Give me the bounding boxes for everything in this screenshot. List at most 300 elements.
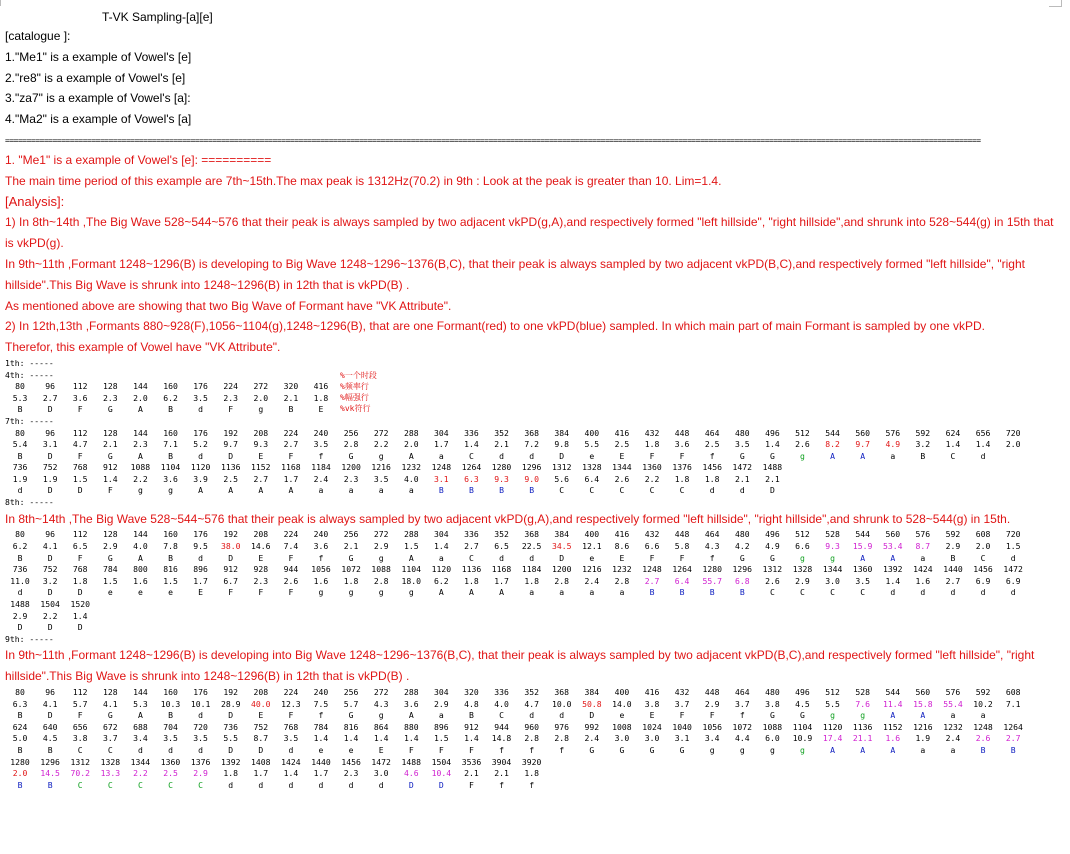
vkpd-cell: d — [198, 450, 204, 461]
vkpd-cell: D — [47, 404, 53, 415]
vkpd-cell: E — [649, 710, 655, 721]
vkpd-cell: G — [107, 450, 113, 461]
vkpd-cell: F — [649, 552, 655, 563]
vkpd-cell: B — [709, 587, 715, 598]
vkpd-cell: B — [469, 485, 474, 496]
frequency-cell: 528 — [855, 687, 870, 697]
vkpd-cell: e — [348, 744, 354, 755]
frequency-cell: 1264 — [672, 564, 692, 575]
frequency-cell: 240 — [313, 687, 329, 697]
amplitude-cell: 1.4 — [885, 575, 901, 586]
vkpd-cell: e — [589, 552, 595, 563]
frequency-cell: 1264 — [461, 462, 482, 473]
amplitude-cell: 2.3 — [223, 392, 239, 403]
amplitude-cell: 8.7 — [915, 541, 931, 552]
frequency-cell: 320 — [464, 687, 479, 697]
section-summary: The main time period of this example are 7th~15th.The max peak is 1312Hz(70.2) in 9th : Look at the peak is greater than 10. Lim=1.4. — [5, 173, 722, 188]
frequency-cell: 1392 — [883, 564, 903, 575]
frequency-cell: 320 — [283, 381, 299, 392]
frequency-cell: 1376 — [190, 756, 211, 767]
vkpd-cell: A — [860, 450, 866, 461]
amplitude-cell: 15.9 — [852, 541, 873, 552]
frequency-cell: 176 — [193, 381, 208, 392]
vkpd-cell: B — [288, 404, 294, 415]
frequency-cell: 576 — [885, 427, 901, 438]
amplitude-cell: 3.4 — [133, 733, 148, 744]
frequency-cell: 224 — [283, 427, 299, 438]
amplitude-cell: 6.4 — [674, 575, 690, 586]
vkpd-cell: F — [679, 710, 685, 721]
frequency-cell: 208 — [253, 687, 269, 697]
frequency-cell: 192 — [223, 529, 239, 540]
amplitude-cell: 3.7 — [674, 698, 690, 709]
amplitude-cell: 2.4 — [945, 733, 961, 744]
amplitude-cell: 2.2 — [133, 768, 148, 779]
frequency-cell: 1248 — [431, 462, 452, 473]
vkpd-row — [5, 622, 1065, 634]
amplitude-cell: 9.3 — [253, 439, 269, 450]
frequency-cell: 96 — [45, 381, 56, 392]
vkpd-cell: g — [378, 552, 384, 563]
vkpd-cell: A — [408, 552, 414, 563]
vkpd-cell: B — [438, 485, 444, 496]
amplitude-cell: 3.9 — [193, 473, 208, 484]
vkpd-cell: C — [679, 485, 685, 496]
vkpd-cell: E — [318, 404, 324, 415]
vkpd-cell: g — [830, 552, 836, 563]
frequency-cell: 352 — [524, 687, 539, 697]
vkpd-cell: B — [17, 710, 23, 721]
amplitude-cell: 9.7 — [223, 439, 239, 450]
frequency-cell: 784 — [313, 721, 329, 732]
vkpd-cell: B — [168, 710, 173, 721]
catalogue-item: 4."Ma2" is a example of Vowel's [a] — [5, 112, 192, 127]
frequency-row — [5, 529, 1065, 541]
vkpd-cell: d — [1010, 552, 1016, 563]
amplitude-cell: 10.3 — [160, 698, 181, 709]
frequency-cell: 1360 — [852, 564, 873, 575]
frequency-cell: 144 — [133, 381, 148, 392]
frequency-cell: 736 — [12, 564, 28, 575]
frequency-cell: 1488 — [762, 462, 783, 473]
frequency-cell: 512 — [795, 529, 810, 540]
vkpd-row — [5, 780, 1065, 792]
frequency-cell: 416 — [614, 427, 630, 438]
amplitude-cell: 2.1 — [283, 392, 299, 403]
vkpd-cell: E — [619, 450, 625, 461]
vkpd-cell: F — [288, 710, 294, 721]
vkpd-cell: a — [890, 450, 896, 461]
vkpd-cell: A — [830, 744, 836, 755]
amplitude-cell: 4.0 — [133, 541, 148, 552]
frequency-cell: 384 — [554, 529, 570, 540]
frequency-cell: 80 — [15, 381, 25, 392]
amplitude-cell: 2.1 — [494, 768, 509, 779]
vkpd-cell: G — [679, 744, 685, 755]
frequency-cell: 112 — [72, 427, 88, 438]
vkpd-cell: D — [228, 450, 234, 461]
vkpd-cell: d — [258, 779, 264, 790]
frequency-cell: 1056 — [311, 564, 331, 575]
frequency-cell: 368 — [524, 427, 539, 438]
vkpd-cell: g — [800, 450, 805, 461]
amplitude-cell: 5.6 — [554, 473, 570, 484]
frequency-row — [5, 564, 1065, 576]
amplitude-cell: 3.5 — [193, 392, 208, 403]
amplitude-cell: 34.5 — [551, 541, 572, 552]
amplitude-cell: 2.8 — [614, 575, 630, 586]
amplitude-cell: 6.4 — [584, 473, 600, 484]
frequency-cell: 192 — [223, 687, 239, 697]
frequency-cell: 1312 — [70, 756, 90, 767]
amplitude-cell: 10.4 — [431, 768, 452, 779]
amplitude-cell: 10.9 — [792, 733, 813, 744]
amplitude-cell: 1.5 — [103, 575, 118, 586]
vkpd-cell: G — [769, 710, 775, 721]
frequency-cell: 624 — [12, 721, 28, 732]
frequency-cell: 1440 — [311, 756, 331, 767]
vkpd-cell: B — [168, 450, 173, 461]
frequency-cell: 288 — [403, 687, 419, 697]
frequency-cell: 1424 — [281, 756, 301, 767]
frequency-cell: 1056 — [702, 721, 722, 732]
frequency-cell: 1376 — [672, 462, 692, 473]
frequency-cell: 464 — [704, 427, 720, 438]
frequency-cell: 560 — [915, 687, 931, 697]
vkpd-cell: D — [438, 779, 444, 790]
frequency-cell: 720 — [1005, 529, 1021, 540]
frequency-cell: 496 — [765, 529, 780, 540]
amplitude-cell: 11.0 — [10, 575, 30, 586]
frequency-cell: 1104 — [160, 462, 181, 473]
vkpd-cell: F — [469, 779, 474, 790]
frequency-cell: 560 — [885, 529, 901, 540]
frequency-cell: 144 — [133, 427, 148, 438]
amplitude-cell: 3.1 — [42, 439, 58, 450]
amplitude-cell: 9.0 — [524, 473, 539, 484]
separator: ================================================================================================================================================================================================================================== — [5, 135, 981, 145]
amplitude-cell: 15.8 — [913, 698, 933, 709]
vkpd-cell: C — [589, 485, 595, 496]
document-body — [5, 0, 1065, 791]
amplitude-cell: 6.9 — [975, 575, 991, 586]
vkpd-row — [5, 485, 1065, 497]
frequency-cell: 1328 — [100, 756, 121, 767]
vkpd-cell: g — [378, 710, 384, 721]
amplitude-cell: 1.5 — [403, 541, 419, 552]
frequency-cell: 880 — [403, 721, 419, 732]
amplitude-cell: 2.9 — [945, 541, 961, 552]
amplitude-cell: 22.5 — [521, 541, 542, 552]
frequency-cell: 96 — [45, 687, 56, 697]
vkpd-cell: B — [679, 587, 685, 598]
vkpd-cell: g — [378, 450, 384, 461]
vkpd-cell: D — [77, 587, 83, 598]
vkpd-cell: g — [318, 587, 324, 598]
vkpd-cell: G — [739, 552, 745, 563]
vkpd-cell: F — [649, 450, 655, 461]
amplitude-cell: 2.7 — [1005, 733, 1021, 744]
frame9-table — [5, 687, 1065, 791]
frequency-cell: 1296 — [521, 462, 542, 473]
vkpd-cell: G — [348, 552, 354, 563]
amplitude-cell: 9.3 — [825, 541, 840, 552]
amplitude-cell: 1.8 — [313, 392, 329, 403]
amplitude-cell: 2.8 — [343, 439, 359, 450]
frequency-cell: 784 — [103, 564, 118, 575]
vkpd-cell: E — [619, 552, 625, 563]
vkpd-cell: d — [198, 404, 204, 415]
frequency-cell: 944 — [494, 721, 509, 732]
vkpd-cell: A — [890, 710, 896, 721]
amplitude-cell: 1.8 — [72, 575, 88, 586]
amplitude-cell: 14.8 — [491, 733, 512, 744]
vkpd-cell: B — [469, 710, 474, 721]
vkpd-cell: a — [529, 587, 535, 598]
amplitude-cell: 4.1 — [42, 541, 58, 552]
amplitude-cell: 6.3 — [12, 698, 28, 709]
vkpd-cell: f — [499, 744, 504, 755]
amplitude-cell: 2.5 — [614, 439, 630, 450]
amplitude-cell: 2.3 — [343, 473, 359, 484]
amplitude-cell: 4.5 — [795, 698, 810, 709]
frequency-cell: 1248 — [973, 721, 993, 732]
vkpd-cell: B — [168, 404, 173, 415]
vkpd-cell: f — [529, 779, 535, 790]
vkpd-cell: a — [589, 587, 595, 598]
vkpd-cell: C — [198, 779, 204, 790]
frame-note: In 9th~11th ,Formant 1248~1296(B) is developing into Big Wave 1248~1296~1376(B,C), that their peak is always sampled by two adjacent vkPD(B,C),and respectively formed "left hillside", "right hillside".This Big Wave is shrunk into 1248~1296(B) in 12th that is vkPD(B) . — [5, 648, 1035, 684]
frequency-cell: 944 — [283, 564, 299, 575]
frequency-cell: 272 — [373, 529, 389, 540]
frequency-cell: 256 — [343, 687, 359, 697]
amplitude-cell: 2.0 — [12, 768, 28, 779]
frequency-cell: 896 — [193, 564, 208, 575]
amplitude-cell: 1.7 — [283, 473, 299, 484]
amplitude-cell: 1.4 — [464, 733, 479, 744]
analysis-paragraph: 1) In 8th~14th ,The Big Wave 528~544~576 that their peak is always sampled by two adjacent vkPD(g,A),and respectively formed "left hillside", "right hillside",and shrunk into 528~544(g) in 15th that is vkPD(g). — [5, 215, 1054, 251]
amplitude-cell: 6.0 — [765, 733, 780, 744]
vkpd-row — [5, 710, 1065, 722]
amplitude-cell: 2.6 — [614, 473, 630, 484]
vkpd-cell: D — [589, 710, 595, 721]
frequency-cell: 480 — [765, 687, 780, 697]
vkpd-cell: d — [228, 779, 234, 790]
frequency-row — [5, 687, 1065, 699]
amplitude-cell: 9.5 — [193, 541, 208, 552]
analysis-paragraph: Therefor, this example of Vowel have "VK Attribute". — [5, 340, 281, 355]
vkpd-cell: f — [499, 779, 504, 790]
vkpd-cell: d — [198, 744, 204, 755]
frequency-cell: 1072 — [732, 721, 753, 732]
frequency-cell: 3536 — [461, 756, 482, 767]
frequency-cell: 368 — [524, 529, 539, 540]
section-heading: 1. "Me1" is a example of Vowel's [e]: ========== — [5, 152, 272, 167]
amplitude-cell: 2.6 — [765, 575, 780, 586]
vkpd-cell: A — [860, 552, 866, 563]
amplitude-cell: 2.0 — [975, 541, 991, 552]
amplitude-cell: 5.5 — [825, 698, 840, 709]
amplitude-cell: 1.8 — [464, 575, 479, 586]
frequency-cell: 1424 — [913, 564, 933, 575]
amplitude-cell: 3.5 — [193, 733, 208, 744]
frequency-cell: 80 — [15, 687, 25, 697]
amplitude-cell: 40.0 — [251, 698, 271, 709]
frequency-cell: 496 — [765, 427, 780, 438]
amplitude-cell: 2.5 — [704, 439, 720, 450]
vkpd-cell: C — [469, 552, 474, 563]
frequency-cell: 336 — [464, 529, 479, 540]
vkpd-cell: d — [529, 710, 535, 721]
amplitude-cell: 1.8 — [704, 473, 720, 484]
vkpd-cell: D — [228, 710, 234, 721]
frequency-cell: 144 — [133, 687, 148, 697]
amplitude-cell: 1.4 — [403, 733, 419, 744]
vkpd-cell: G — [739, 450, 745, 461]
amplitude-cell: 2.1 — [103, 439, 118, 450]
amplitude-cell: 2.8 — [554, 575, 570, 586]
frequency-cell: 624 — [945, 427, 961, 438]
vkpd-cell: d — [499, 552, 504, 563]
frequency-cell: 1248 — [642, 564, 662, 575]
amplitude-cell: 2.3 — [343, 768, 359, 779]
vkpd-cell: d — [17, 587, 23, 598]
amplitude-cell: 3.6 — [163, 473, 178, 484]
amplitude-cell: 14.6 — [251, 541, 271, 552]
frequency-cell: 560 — [855, 427, 870, 438]
amplitude-cell: 2.7 — [42, 392, 58, 403]
vkpd-row — [5, 451, 1065, 463]
frequency-cell: 3920 — [521, 756, 542, 767]
frequency-cell: 1472 — [1003, 564, 1023, 575]
frequency-row — [5, 722, 1065, 734]
frequency-cell: 912 — [223, 564, 239, 575]
frequency-cell: 160 — [163, 381, 178, 392]
frequency-cell: 768 — [72, 462, 88, 473]
frequency-cell: 752 — [42, 564, 58, 575]
amplitude-cell: 7.8 — [163, 541, 178, 552]
vkpd-cell: g — [769, 744, 775, 755]
vkpd-cell: a — [408, 485, 414, 496]
amplitude-cell: 70.2 — [70, 768, 90, 779]
vkpd-cell: B — [17, 450, 23, 461]
frequency-cell: 1328 — [792, 564, 813, 575]
vkpd-cell: B — [649, 587, 655, 598]
amplitude-cell: 9.3 — [494, 473, 509, 484]
frequency-cell: 288 — [403, 529, 419, 540]
frequency-cell: 352 — [494, 427, 509, 438]
frequency-cell: 96 — [45, 427, 56, 438]
vkpd-cell: G — [107, 404, 113, 415]
frequency-cell: 256 — [343, 529, 359, 540]
frequency-cell: 160 — [163, 687, 178, 697]
frequency-cell: 112 — [72, 381, 88, 392]
amplitude-cell: 8.7 — [253, 733, 269, 744]
frequency-cell: 448 — [704, 687, 720, 697]
frequency-cell: 608 — [1005, 687, 1021, 697]
comment-line: %幅强行 — [340, 393, 369, 403]
amplitude-cell: 2.4 — [584, 733, 600, 744]
frequency-cell: 1168 — [281, 462, 301, 473]
amplitude-cell: 12.3 — [281, 698, 301, 709]
frequency-cell: 304 — [434, 687, 449, 697]
frequency-cell: 736 — [223, 721, 239, 732]
vkpd-cell: D — [77, 622, 83, 633]
frequency-cell: 256 — [343, 427, 359, 438]
amplitude-cell: 5.3 — [12, 392, 28, 403]
frequency-cell: 1456 — [973, 564, 993, 575]
vkpd-cell: D — [47, 552, 53, 563]
amplitude-cell: 21.1 — [852, 733, 873, 744]
vkpd-cell: G — [107, 552, 113, 563]
frequency-cell: 1280 — [491, 462, 512, 473]
vkpd-cell: d — [950, 587, 956, 598]
vkpd-cell: F — [107, 485, 113, 496]
amplitude-cell: 10.2 — [973, 698, 993, 709]
vkpd-cell: d — [168, 744, 173, 755]
amplitude-cell: 1.7 — [253, 768, 269, 779]
vkpd-cell: e — [107, 587, 113, 598]
vkpd-cell: D — [559, 450, 565, 461]
amplitude-cell: 1.4 — [313, 733, 329, 744]
frequency-cell: 672 — [103, 721, 118, 732]
vkpd-cell: e — [589, 450, 595, 461]
frequency-cell: 912 — [103, 462, 118, 473]
frequency-cell: 592 — [945, 529, 961, 540]
vkpd-cell: A — [408, 710, 414, 721]
amplitude-cell: 1.6 — [885, 733, 901, 744]
frequency-cell: 1072 — [341, 564, 361, 575]
vkpd-cell: F — [469, 744, 474, 755]
vkpd-cell: C — [77, 779, 83, 790]
vkpd-cell: a — [980, 710, 986, 721]
amplitude-cell: 7.1 — [1005, 698, 1021, 709]
amplitude-cell: 5.7 — [343, 698, 359, 709]
amplitude-cell: 1.8 — [674, 473, 690, 484]
amplitude-cell: 55.7 — [702, 575, 722, 586]
vkpd-cell: d — [739, 485, 745, 496]
amplitude-cell: 10.0 — [551, 698, 572, 709]
frequency-cell: 1264 — [1003, 721, 1023, 732]
amplitude-cell: 53.4 — [883, 541, 903, 552]
vkpd-cell: d — [17, 485, 23, 496]
amplitude-cell: 4.0 — [403, 473, 419, 484]
amplitude-cell: 2.7 — [253, 473, 269, 484]
frequency-cell: 304 — [434, 529, 449, 540]
vkpd-cell: a — [950, 710, 956, 721]
vkpd-cell: g — [348, 587, 354, 598]
vkpd-cell: d — [559, 710, 565, 721]
frame7-table — [5, 428, 1065, 498]
frequency-cell: 1200 — [551, 564, 572, 575]
vkpd-cell: D — [408, 779, 414, 790]
vkpd-cell: D — [47, 622, 53, 633]
amplitude-cell: 1.4 — [464, 439, 479, 450]
amplitude-cell: 8.2 — [825, 439, 840, 450]
amplitude-cell: 1.5 — [434, 733, 449, 744]
frequency-cell: 816 — [163, 564, 178, 575]
frequency-cell: 544 — [855, 529, 870, 540]
amplitude-cell: 4.2 — [734, 541, 750, 552]
frequency-cell: 416 — [614, 529, 630, 540]
vkpd-cell: C — [469, 450, 474, 461]
frequency-cell: 992 — [584, 721, 600, 732]
amplitude-cell: 2.0 — [1005, 439, 1021, 450]
amplitude-cell: 55.4 — [943, 698, 963, 709]
frequency-row — [5, 599, 1065, 611]
amplitude-cell: 2.1 — [765, 473, 780, 484]
amplitude-cell: 3.6 — [403, 698, 419, 709]
